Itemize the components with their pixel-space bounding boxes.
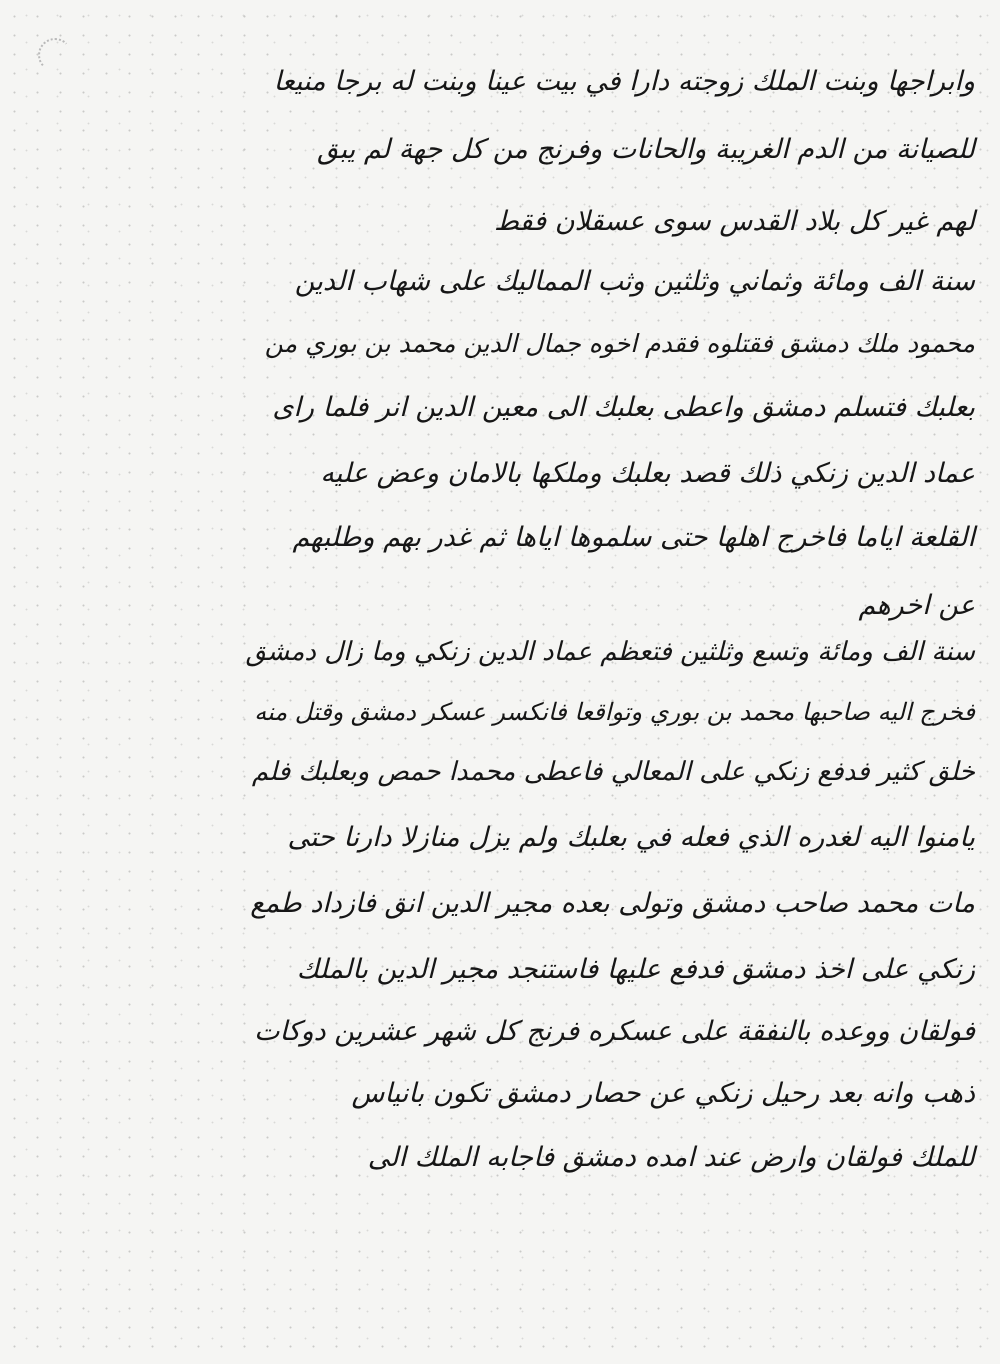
manuscript-line: خلق كثير فدفع زنكي على المعالي فاعطى محمدا حمص وبعلبك فلم <box>251 757 975 787</box>
manuscript-line: للصيانة من الدم الغريبة والحانات وفرنج من كل جهة لم يبق <box>317 134 975 165</box>
manuscript-line: فولقان ووعده بالنفقة على عسكره فرنج كل شهر عشرين دوكات <box>254 1016 975 1047</box>
manuscript-line: عماد الدين زنكي ذلك قصد بعلبك وملكها بالامان وعض عليه <box>320 458 975 489</box>
manuscript-line: للملك فولقان وارض عند امده دمشق فاجابه الملك الى <box>367 1142 975 1173</box>
manuscript-line: لهم غير كل بلاد القدس سوى عسقلان فقط <box>493 206 975 237</box>
manuscript-line: سنة الف ومائة وتسع وثلثين فتعظم عماد الدين زنكي وما زال دمشق <box>245 637 975 667</box>
manuscript-line: وابراجها وبنت الملك زوجته دارا في بيت عينا وبنت له برجا منيعا <box>273 66 975 97</box>
faint-stamp-mark <box>38 38 72 72</box>
manuscript-line: سنة الف ومائة وثماني وثلثين وثب المماليك على شهاب الدين <box>294 266 975 297</box>
manuscript-line: ذهب وانه بعد رحيل زنكي عن حصار دمشق تكون بانياس <box>351 1078 975 1109</box>
manuscript-line: بعلبك فتسلم دمشق واعطى بعلبك الى معين الدين انر فلما راى <box>272 392 975 423</box>
manuscript-line: مات محمد صاحب دمشق وتولى بعده مجير الدين انق فازداد طمع <box>250 888 975 919</box>
manuscript-line: عن اخرهم <box>858 590 975 621</box>
manuscript-line: زنكي على اخذ دمشق فدفع عليها فاستنجد مجير الدين بالملك <box>296 954 975 985</box>
manuscript-line: محمود ملك دمشق فقتلوه فقدم اخوه جمال الدين محمد بن بوري من <box>264 329 975 358</box>
manuscript-line: فخرج اليه صاحبها محمد بن بوري وتواقعا فانكسر عسكر دمشق وقتل منه <box>254 698 975 726</box>
manuscript-line: يامنوا اليه لغدره الذي فعله في بعلبك ولم يزل منازلا دارنا حتى <box>287 822 975 853</box>
manuscript-line: القلعة اياما فاخرج اهلها حتى سلموها اياها ثم غدر بهم وطلبهم <box>292 522 975 553</box>
